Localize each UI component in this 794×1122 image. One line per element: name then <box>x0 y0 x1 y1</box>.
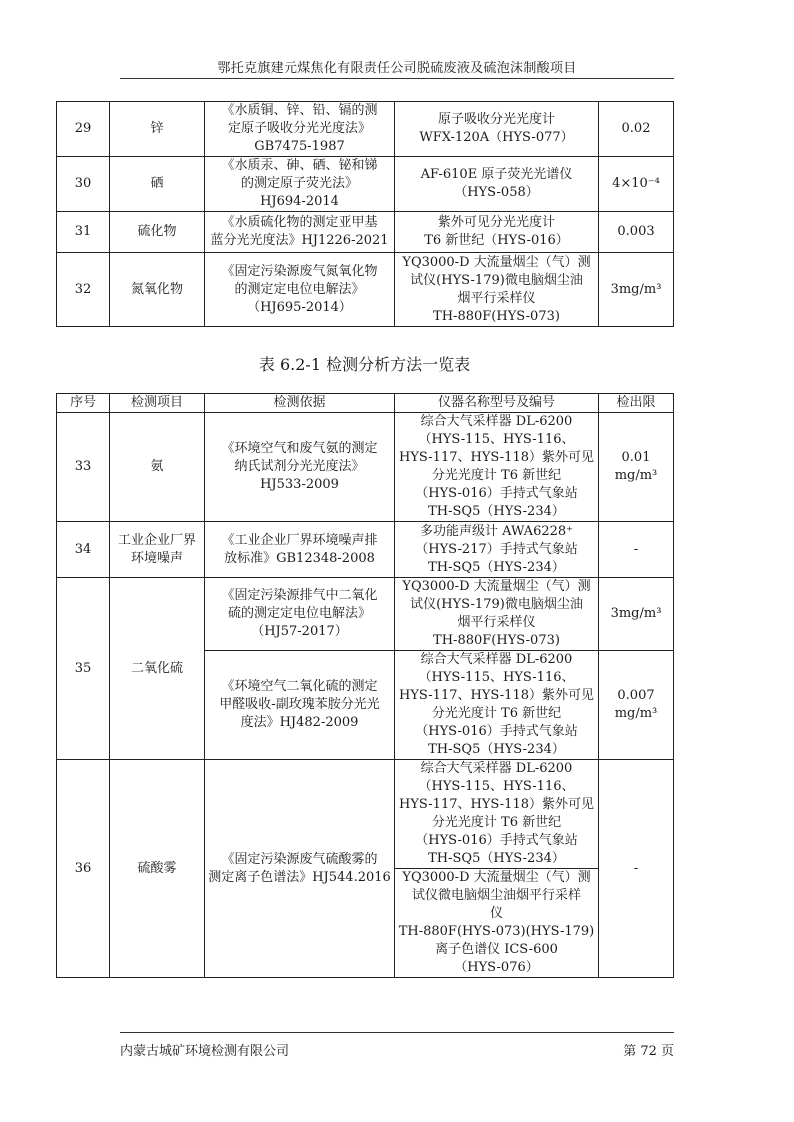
row-number: 35 <box>57 578 110 760</box>
row-number: 29 <box>57 102 110 157</box>
table-row <box>57 253 674 327</box>
column-header-item: 检测项目 <box>110 394 205 413</box>
detection-limit: 3mg/m³ <box>599 578 674 651</box>
table-caption: 表 6.2-1 检测分析方法一览表 <box>258 355 471 374</box>
test-method: 《环境空气和废气氨的测定 纳氏试剂分光光度法》 HJ533-2009 <box>205 413 395 522</box>
row-number: 31 <box>57 212 110 253</box>
row-number: 30 <box>57 157 110 212</box>
instrument: 紫外可见分光光度计 T6 新世纪（HYS-016） <box>395 212 599 253</box>
table-header-row <box>57 394 674 413</box>
instrument: 综合大气采样器 DL-6200 （HYS-115、HYS-116、 HYS-117、HYS-118）紫外可见 分光光度计 T6 新世纪 （HYS-016）手持式气象站 TH-SQ5（HYS-234） <box>395 760 599 869</box>
row-number: 36 <box>57 760 110 978</box>
instrument: 多功能声级计 AWA6228⁺ （HYS-217）手持式气象站 TH-SQ5（HYS-234） <box>395 522 599 578</box>
detection-limit: 4×10⁻⁴ <box>599 157 674 212</box>
test-method: 《水质铜、锌、铅、镉的测 定原子吸收分光光度法》 GB7475-1987 <box>205 102 395 157</box>
test-method: 《固定污染源排气中二氧化 硫的测定定电位电解法》 （HJ57-2017） <box>205 578 395 651</box>
footer-page-number: 第 72 页 <box>623 1044 674 1059</box>
test-item: 氮氧化物 <box>110 253 205 327</box>
table-row <box>57 157 674 212</box>
test-item: 锌 <box>110 102 205 157</box>
table-row <box>57 578 674 651</box>
page-header-title: 鄂托克旗建元煤焦化有限责任公司脱硫废液及硫泡沫制酸项目 <box>217 61 577 76</box>
instrument: YQ3000-D 大流量烟尘（气）测 试仪微电脑烟尘油烟平行采样 仪 TH-880F(HYS-073)(HYS-179) 离子色谱仪 ICS-600 （HYS-076） <box>395 869 599 978</box>
test-method: 《工业企业厂界环境噪声排 放标准》GB12348-2008 <box>205 522 395 578</box>
column-header-instrument: 仪器名称型号及编号 <box>395 394 599 413</box>
test-method: 《环境空气二氧化硫的测定 甲醛吸收-副玫瑰苯胺分光光 度法》HJ482-2009 <box>205 651 395 760</box>
instrument: 综合大气采样器 DL-6200 （HYS-115、HYS-116、 HYS-117、HYS-118）紫外可见 分光光度计 T6 新世纪 （HYS-016）手持式气象站 TH-SQ5（HYS-234） <box>395 651 599 760</box>
detection-limit: 0.007 mg/m³ <box>599 651 674 760</box>
table-row <box>57 102 674 157</box>
row-number: 33 <box>57 413 110 522</box>
detection-limit: 3mg/m³ <box>599 253 674 327</box>
instrument: 综合大气采样器 DL-6200 （HYS-115、HYS-116、 HYS-117、HYS-118）紫外可见 分光光度计 T6 新世纪 （HYS-016）手持式气象站 TH-SQ5（HYS-234） <box>395 413 599 522</box>
continued-method-table <box>56 101 674 327</box>
detection-limit: 0.01 mg/m³ <box>599 413 674 522</box>
detection-limit: - <box>599 522 674 578</box>
table-row <box>57 413 674 522</box>
test-method: 《固定污染源废气硫酸雾的 测定离子色谱法》HJ544.2016 <box>205 760 395 978</box>
test-method: 《固定污染源废气氮氧化物 的测定定电位电解法》 （HJ695-2014） <box>205 253 395 327</box>
test-item: 硫化物 <box>110 212 205 253</box>
test-item: 氨 <box>110 413 205 522</box>
instrument: 原子吸收分光光度计 WFX-120A（HYS-077） <box>395 102 599 157</box>
test-item: 工业企业厂界 环境噪声 <box>110 522 205 578</box>
row-number: 34 <box>57 522 110 578</box>
detection-limit: - <box>599 760 674 978</box>
method-table <box>56 393 674 978</box>
detection-limit: 0.003 <box>599 212 674 253</box>
instrument: YQ3000-D 大流量烟尘（气）测 试仪(HYS-179)微电脑烟尘油 烟平行采样仪 TH-880F(HYS-073) <box>395 253 599 327</box>
footer-rule <box>120 1032 674 1033</box>
table-row <box>57 522 674 578</box>
test-method: 《水质硫化物的测定亚甲基 蓝分光光度法》HJ1226-2021 <box>205 212 395 253</box>
row-number: 32 <box>57 253 110 327</box>
footer-company: 内蒙古城矿环境检测有限公司 <box>120 1044 290 1059</box>
test-method: 《水质汞、砷、硒、铋和锑 的测定原子荧光法》 HJ694-2014 <box>205 157 395 212</box>
column-header-limit: 检出限 <box>599 394 674 413</box>
column-header-method: 检测依据 <box>205 394 395 413</box>
test-item: 二氧化硫 <box>110 578 205 760</box>
instrument: AF-610E 原子荧光光谱仪 （HYS-058） <box>395 157 599 212</box>
table-row <box>57 212 674 253</box>
instrument: YQ3000-D 大流量烟尘（气）测 试仪(HYS-179)微电脑烟尘油 烟平行采样仪 TH-880F(HYS-073) <box>395 578 599 651</box>
column-header-no: 序号 <box>57 394 110 413</box>
header-rule <box>120 78 674 79</box>
test-item: 硫酸雾 <box>110 760 205 978</box>
test-item: 硒 <box>110 157 205 212</box>
table-row <box>57 760 674 869</box>
detection-limit: 0.02 <box>599 102 674 157</box>
